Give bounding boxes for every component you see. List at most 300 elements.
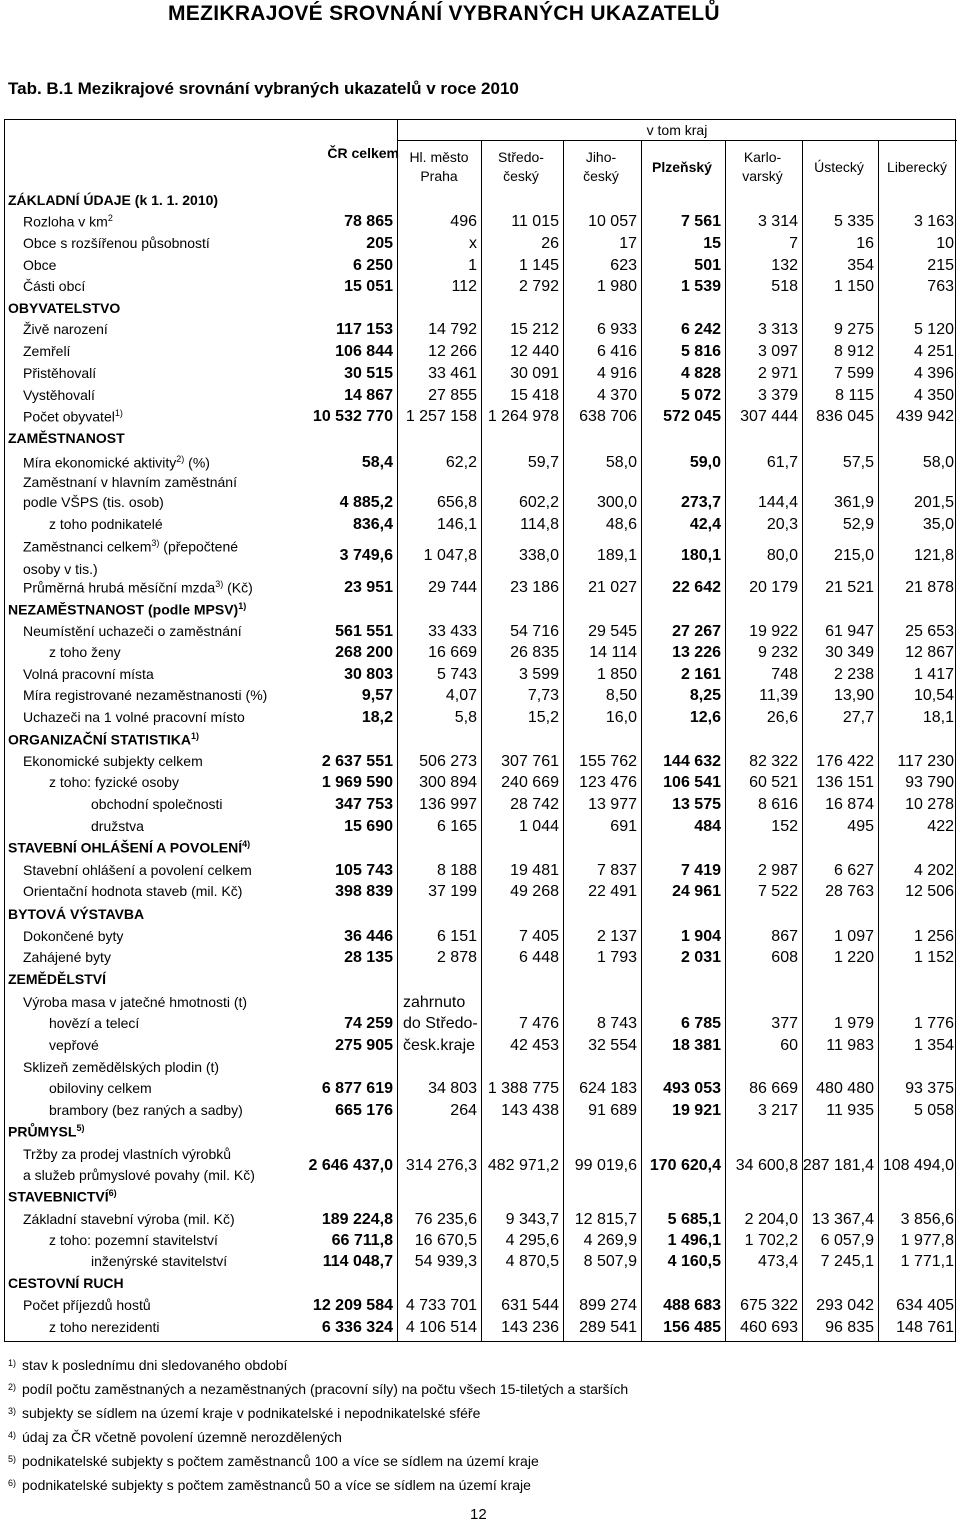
value-region: 488 683: [663, 1297, 721, 1314]
page-title: MEZIKRAJOVÉ SROVNÁNÍ VYBRANÝCH UKAZATELŮ: [168, 2, 720, 25]
value-region: 2 204,0: [744, 1211, 798, 1228]
value-region: 10: [936, 235, 954, 252]
value-region: 11 935: [826, 1102, 874, 1119]
value-region: 16: [856, 235, 874, 252]
value-region: 2 987: [757, 862, 798, 879]
page-number: 12: [470, 1506, 487, 1523]
row-label: Rozloha v $km^2$: [23, 213, 113, 230]
value-region: 215: [927, 257, 954, 274]
value-region: 638 706: [579, 408, 637, 425]
value-region: 123 476: [579, 774, 637, 791]
value-region: 7 245,1: [820, 1253, 874, 1270]
indicator-table: [4, 119, 956, 1342]
value-region: 136 151: [816, 774, 874, 791]
value-region: 152: [771, 818, 798, 835]
value-region: 3 313: [757, 321, 798, 338]
value-region: 62,2: [445, 454, 477, 471]
value-region: 307 761: [501, 753, 559, 770]
value-region: 6 785: [680, 1015, 721, 1032]
value-cr: 114 048,7: [322, 1253, 393, 1270]
value-cr: 15 690: [344, 818, 393, 835]
value-region: 484: [694, 818, 721, 835]
row-label: Počet příjezdů hostů: [23, 1297, 151, 1313]
value-region: 146,1: [436, 516, 477, 533]
value-region: 624 183: [579, 1080, 637, 1097]
row-label: Zaměstnanci celkem$^{3)}$ (přepočtené: [23, 538, 239, 555]
value-region: 22 491: [588, 883, 637, 900]
value-region: česk.kraje: [403, 1037, 476, 1054]
header-divider: [397, 140, 957, 141]
value-region: 495: [847, 818, 874, 835]
value-region: 99 019,6: [574, 1157, 637, 1174]
value-region: 27 267: [672, 623, 721, 640]
value-region: 4 295,6: [505, 1232, 559, 1249]
value-cr: 12 209 584: [312, 1297, 393, 1314]
footnote: $^{2)}$ podíl počtu zaměstnaných a nezaměstnaných (pracovní síly) na počtu všech 15-tiletých a starších: [8, 1381, 629, 1397]
value-region: 5 058: [913, 1102, 954, 1119]
value-cr: 3 749,6: [339, 547, 393, 564]
value-region: 82 322: [749, 753, 798, 770]
value-region: 59,0: [689, 454, 721, 471]
value-region: 623: [610, 257, 637, 274]
value-region: 32 554: [588, 1037, 637, 1054]
value-region: 35,0: [922, 516, 954, 533]
value-region: 6 151: [436, 928, 477, 945]
value-region: 18,1: [922, 709, 954, 726]
value-region: 300,0: [596, 494, 637, 511]
value-region: 6 627: [833, 862, 874, 879]
value-region: 16,0: [605, 709, 637, 726]
value-region: 307 444: [740, 408, 798, 425]
value-region: 5,8: [454, 709, 477, 726]
value-region: 5 335: [833, 213, 874, 230]
value-cr: 105 743: [335, 862, 393, 879]
value-region: 264: [450, 1102, 477, 1119]
value-region: zahrnuto: [403, 994, 466, 1011]
value-region: 33 433: [428, 623, 477, 640]
value-region: 5 120: [913, 321, 954, 338]
value-region: 4 160,5: [667, 1253, 721, 1270]
value-region: 4 350: [913, 387, 954, 404]
value-region: 14 792: [428, 321, 477, 338]
row-label: Části obcí: [23, 278, 86, 294]
value-cr: 6 336 324: [321, 1319, 393, 1336]
value-region: 28 742: [510, 796, 559, 813]
value-region: 9 232: [757, 644, 798, 661]
col-divider: [397, 120, 398, 1341]
value-region: 273,7: [680, 494, 721, 511]
value-region: 26 835: [510, 644, 559, 661]
section-heading: STAVEBNÍ OHLÁŠENÍ A POVOLENÍ$^{4)}$: [8, 839, 251, 856]
value-region: 1 097: [833, 928, 874, 945]
value-region: 1: [468, 257, 477, 274]
value-region: 1 354: [913, 1037, 954, 1054]
row-label: družstva: [91, 818, 144, 834]
value-region: 3 379: [757, 387, 798, 404]
row-label: Přistěhovalí: [23, 365, 97, 381]
row-label: Stavební ohlášení a povolení celkem: [23, 862, 252, 878]
value-region: 2 161: [680, 666, 721, 683]
footnote: $^{3)}$ subjekty se sídlem na území kraje v podnikatelské i nepodnikatelské sféře: [8, 1405, 481, 1421]
value-region: 24 961: [672, 883, 721, 900]
row-label: Volná pracovní místa: [23, 666, 154, 682]
value-region: 8,25: [689, 687, 721, 704]
col-divider: [641, 140, 642, 1341]
row-label: Míra registrované nezaměstnanosti (%): [23, 687, 268, 703]
row-label: Uchazeči na 1 volné pracovní místo: [23, 709, 245, 725]
section-heading: BYTOVÁ VÝSTAVBA: [8, 906, 145, 922]
value-region: 93 375: [905, 1080, 954, 1097]
value-region: 6 448: [518, 949, 559, 966]
value-region: 6 057,9: [820, 1232, 874, 1249]
value-region: 496: [450, 213, 477, 230]
value-region: 867: [771, 928, 798, 945]
row-label: Základní stavební výroba (mil. Kč): [23, 1211, 235, 1227]
row-label: Dokončené byty: [23, 928, 124, 944]
value-region: 691: [610, 818, 637, 835]
value-region: 91 689: [588, 1102, 637, 1119]
value-region: 34 803: [428, 1080, 477, 1097]
value-cr: 836,4: [352, 516, 393, 533]
value-region: 21 878: [905, 579, 954, 596]
value-region: 48,6: [605, 516, 637, 533]
value-region: 675 322: [740, 1297, 798, 1314]
value-cr: 15 051: [344, 278, 393, 295]
value-region: x: [469, 235, 477, 252]
value-region: 59,7: [527, 454, 559, 471]
value-region: 608: [771, 949, 798, 966]
value-region: 1 977,8: [900, 1232, 954, 1249]
value-region: 180,1: [680, 547, 721, 564]
value-region: 18 381: [672, 1037, 721, 1054]
row-label: Sklizeň zemědělských plodin (t): [23, 1059, 220, 1075]
value-region: 1 256: [913, 928, 954, 945]
value-region: 16 670,5: [414, 1232, 477, 1249]
value-region: 1 850: [596, 666, 637, 683]
value-cr: 28 135: [344, 949, 393, 966]
value-region: 7 599: [833, 365, 874, 382]
value-region: 2 878: [436, 949, 477, 966]
value-region: 201,5: [913, 494, 954, 511]
value-region: 4 396: [913, 365, 954, 382]
value-region: 58,0: [605, 454, 637, 471]
value-region: 314 276,3: [405, 1157, 477, 1174]
value-cr: 74 259: [344, 1015, 393, 1032]
value-region: 8 115: [835, 387, 874, 404]
section-heading: PRŮMYSL$^{5)}$: [8, 1123, 85, 1140]
value-region: 572 045: [663, 408, 721, 425]
value-region: 12 266: [428, 343, 477, 360]
value-region: 156 485: [663, 1319, 721, 1336]
value-region: 114,8: [520, 516, 559, 533]
value-cr: 18,2: [361, 709, 393, 726]
value-region: 2 137: [596, 928, 637, 945]
value-region: 338,0: [518, 547, 559, 564]
value-region: 136 997: [419, 796, 477, 813]
col-divider: [878, 140, 879, 1341]
value-region: 19 481: [510, 862, 559, 879]
footnote: $^{6)}$ podnikatelské subjekty s počtem zaměstnanců 50 a více se sídlem na území kraje: [8, 1477, 531, 1493]
value-cr: 78 865: [344, 213, 393, 230]
value-region: 460 693: [740, 1319, 798, 1336]
value-region: 6 165: [436, 818, 477, 835]
value-region: 4 870,5: [505, 1253, 559, 1270]
value-region: 748: [771, 666, 798, 683]
value-region: 8 188: [436, 862, 477, 879]
value-region: 3 097: [757, 343, 798, 360]
value-region: 17: [619, 235, 637, 252]
value-region: 1 388 775: [487, 1080, 559, 1097]
value-cr: 4 885,2: [339, 494, 393, 511]
value-region: 354: [847, 257, 874, 274]
value-region: 16 874: [825, 796, 874, 813]
row-label: z toho ženy: [49, 644, 121, 660]
row-label: Zaměstnaní v hlavním zaměstnání: [23, 474, 237, 490]
value-region: 240 669: [501, 774, 559, 791]
header-col: Plzeňský: [652, 159, 712, 175]
value-region: 13,90: [833, 687, 874, 704]
section-heading: CESTOVNÍ RUCH: [8, 1275, 124, 1291]
value-region: 155 762: [579, 753, 637, 770]
value-region: 61 947: [825, 623, 874, 640]
section-heading: OBYVATELSTVO: [8, 300, 121, 316]
footnote: $^{4)}$ údaj za ČR včetně povolení územně nerozdělených: [8, 1429, 342, 1445]
row-label: Obce s rozšířenou působností: [23, 235, 210, 251]
value-region: 42,4: [689, 516, 721, 533]
value-region: 11 983: [826, 1037, 874, 1054]
value-region: 1 776: [913, 1015, 954, 1032]
value-region: 361,9: [833, 494, 874, 511]
row-label: obchodní společnosti: [91, 796, 223, 812]
value-cr: 189 224,8: [321, 1211, 393, 1228]
value-region: 4 916: [596, 365, 637, 382]
row-label: Orientační hodnota staveb (mil. Kč): [23, 883, 243, 899]
value-region: 1 979: [833, 1015, 874, 1032]
value-cr: 9,57: [361, 687, 393, 704]
value-region: 49 268: [510, 883, 559, 900]
value-region: 189,1: [596, 547, 637, 564]
row-label: Vystěhovalí: [23, 387, 95, 403]
value-region: 33 461: [428, 365, 477, 382]
value-region: 4 733 701: [405, 1297, 477, 1314]
value-region: 15 418: [510, 387, 559, 404]
value-region: 6 242: [680, 321, 721, 338]
value-region: 293 042: [816, 1297, 874, 1314]
section-heading: STAVEBNICTVÍ$^{6)}$: [8, 1188, 117, 1205]
value-cr: 275 905: [335, 1037, 393, 1054]
col-divider: [481, 140, 482, 1341]
value-region: 7 522: [757, 883, 798, 900]
value-region: 5 072: [680, 387, 721, 404]
value-cr: 1 969 590: [321, 774, 393, 791]
value-region: 23 186: [510, 579, 559, 596]
value-region: 13 977: [588, 796, 637, 813]
value-region: 5 685,1: [667, 1211, 721, 1228]
value-region: 27 855: [428, 387, 477, 404]
header-col: Středo- český: [498, 149, 544, 184]
value-region: 11,39: [759, 687, 798, 704]
value-region: 7 405: [518, 928, 559, 945]
header-col: Jiho- český: [583, 149, 619, 184]
value-region: 4 828: [680, 365, 721, 382]
value-region: 602,2: [518, 494, 559, 511]
row-label: Míra ekonomické aktivity$^{2)}$ (%): [23, 454, 210, 471]
value-region: 29 545: [588, 623, 637, 640]
value-region: 60: [780, 1037, 798, 1054]
value-region: 6 933: [596, 321, 637, 338]
value-region: 1 220: [833, 949, 874, 966]
value-region: 439 942: [896, 408, 954, 425]
value-region: 12 440: [510, 343, 559, 360]
value-region: 7,73: [527, 687, 559, 704]
value-region: 287 181,4: [802, 1157, 874, 1174]
value-region: 6 416: [596, 343, 637, 360]
value-region: 37 199: [428, 883, 477, 900]
value-region: 15: [703, 235, 721, 252]
value-region: 9 275: [833, 321, 874, 338]
row-label: Živě narození: [23, 321, 108, 337]
value-region: 96 835: [825, 1319, 874, 1336]
value-region: 13 367,4: [811, 1211, 874, 1228]
value-region: 22 642: [672, 579, 721, 596]
value-region: 10 057: [588, 213, 637, 230]
value-region: 4 370: [596, 387, 637, 404]
row-label: Neumístění uchazeči o zaměstnání: [23, 623, 242, 639]
value-region: 2 031: [680, 949, 721, 966]
value-region: 42 453: [510, 1037, 559, 1054]
value-region: 108 494,0: [882, 1157, 954, 1174]
section-heading: NEZAMĚSTNANOST (podle MPSV)$^{1)}$: [8, 601, 247, 618]
header-col: Karlo- varský: [742, 149, 783, 184]
row-label: osoby v tis.): [23, 561, 98, 577]
row-label: podle VŠPS (tis. osob): [23, 494, 164, 510]
value-region: 143 438: [501, 1102, 559, 1119]
value-region: 21 521: [825, 579, 874, 596]
value-region: 1 417: [913, 666, 954, 683]
value-region: 289 541: [579, 1319, 637, 1336]
value-region: 16 669: [428, 644, 477, 661]
value-region: 2 971: [757, 365, 798, 382]
value-cr: 106 844: [335, 343, 393, 360]
row-label: z toho nerezidenti: [49, 1319, 160, 1335]
value-region: 19 921: [672, 1102, 721, 1119]
value-region: 15,2: [527, 709, 559, 726]
value-region: 7 561: [680, 213, 721, 230]
value-cr: 14 867: [344, 387, 393, 404]
value-region: 899 274: [579, 1297, 637, 1314]
value-region: 21 027: [588, 579, 637, 596]
value-region: 61,7: [766, 454, 798, 471]
row-label: hovězí a telecí: [49, 1015, 140, 1031]
value-region: 215,0: [833, 547, 874, 564]
value-region: 15 212: [510, 321, 559, 338]
value-cr: 6 877 619: [321, 1080, 393, 1097]
value-region: 8 616: [757, 796, 798, 813]
row-label: Výroba masa v jatečné hmotnosti (t): [23, 994, 248, 1010]
table-title: Tab. B.1 Mezikrajové srovnání vybraných ukazatelů v roce 2010: [8, 79, 519, 98]
value-region: 143 236: [501, 1319, 559, 1336]
value-region: 1 771,1: [900, 1253, 954, 1270]
value-region: 4 202: [913, 862, 954, 879]
value-region: 10,54: [913, 687, 954, 704]
section-heading: ZEMĚDĚLSTVÍ: [8, 971, 107, 987]
value-region: 506 273: [419, 753, 477, 770]
row-label: Počet obyvatel$^{1)}$: [23, 408, 123, 425]
value-region: 29 744: [428, 579, 477, 596]
value-cr: 6 250: [352, 257, 393, 274]
footnote: $^{5)}$ podnikatelské subjekty s počtem zaměstnanců 100 a více se sídlem na území kraje: [8, 1453, 539, 1469]
value-region: 132: [771, 257, 798, 274]
value-cr: 347 753: [335, 796, 393, 813]
value-region: 7 837: [596, 862, 637, 879]
value-region: 30 349: [825, 644, 874, 661]
value-region: 2 238: [833, 666, 874, 683]
header-cr: ČR celkem: [327, 145, 399, 161]
value-region: 10 278: [905, 796, 954, 813]
value-cr: 10 532 770: [312, 408, 393, 425]
value-region: 57,5: [842, 454, 874, 471]
row-label: brambory (bez raných a sadby): [49, 1102, 243, 1118]
value-region: do Středo-: [403, 1015, 478, 1032]
value-region: 1 793: [596, 949, 637, 966]
value-region: 300 894: [419, 774, 477, 791]
value-cr: 561 551: [335, 623, 393, 640]
value-region: 11 015: [511, 213, 559, 230]
value-region: 8,50: [605, 687, 637, 704]
row-label: Průměrná hrubá měsíční mzda$^{3)}$ (Kč): [23, 579, 253, 596]
value-region: 1 539: [680, 278, 721, 295]
value-region: 656,8: [436, 494, 477, 511]
header-col: Liberecký: [887, 159, 947, 175]
value-region: 501: [694, 257, 721, 274]
value-region: 27,7: [842, 709, 874, 726]
value-region: 4 106 514: [405, 1319, 477, 1336]
value-region: 54 939,3: [414, 1253, 477, 1270]
value-region: 3 163: [913, 213, 954, 230]
value-region: 12,6: [689, 709, 721, 726]
row-label: z toho: pozemní stavitelství: [49, 1232, 218, 1248]
value-region: 1 904: [680, 928, 721, 945]
value-region: 2 792: [518, 278, 559, 295]
value-region: 3 217: [757, 1102, 798, 1119]
value-region: 473,4: [757, 1253, 798, 1270]
value-region: 12 815,7: [574, 1211, 637, 1228]
value-region: 377: [771, 1015, 798, 1032]
value-region: 25 653: [905, 623, 954, 640]
value-cr: 23 951: [344, 579, 393, 596]
value-region: 7: [789, 235, 798, 252]
value-region: 422: [927, 818, 954, 835]
value-region: 34 600,8: [735, 1157, 798, 1174]
value-cr: 268 200: [335, 644, 393, 661]
value-cr: 2 646 437,0: [308, 1157, 393, 1174]
col-divider: [725, 140, 726, 1341]
value-region: 631 544: [501, 1297, 559, 1314]
value-cr: 205: [366, 235, 393, 252]
row-label: z toho podnikatelé: [49, 516, 163, 532]
value-region: 1 257 158: [405, 408, 477, 425]
value-region: 60 521: [749, 774, 798, 791]
value-region: 13 575: [672, 796, 721, 813]
header-vtom: v tom kraj: [646, 122, 708, 138]
value-region: 7 476: [518, 1015, 559, 1032]
value-region: 518: [771, 278, 798, 295]
value-region: 19 922: [749, 623, 798, 640]
value-cr: 117 153: [336, 321, 393, 338]
value-region: 106 541: [663, 774, 721, 791]
value-region: 5 816: [680, 343, 721, 360]
value-region: 3 599: [518, 666, 559, 683]
